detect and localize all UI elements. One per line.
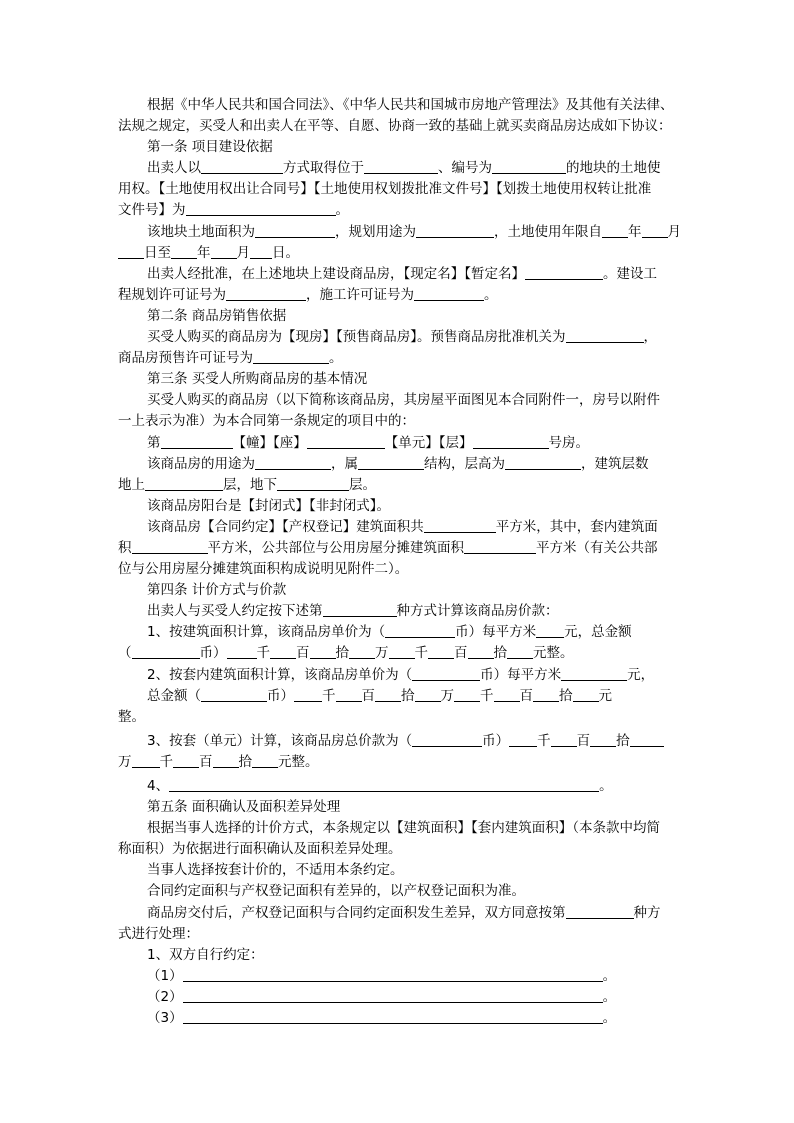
blank-field[interactable]: [161, 434, 233, 449]
blank-field[interactable]: [349, 644, 375, 659]
blank-field[interactable]: [294, 687, 322, 702]
text: 第四条 计价方式与价款: [147, 582, 287, 599]
article-5-item-3: [118, 1008, 690, 1029]
article-1-line-2: [118, 179, 690, 200]
blank-field[interactable]: [602, 223, 628, 238]
article-4-option-3: [118, 731, 690, 752]
blank-field[interactable]: [169, 777, 599, 792]
article-4-option-2: [118, 665, 690, 686]
blank-field[interactable]: [201, 687, 267, 702]
blank-field[interactable]: [132, 753, 160, 768]
text: 【单元】【层】: [384, 434, 473, 451]
text: 拾: [401, 687, 415, 704]
blank-field[interactable]: [201, 159, 283, 174]
intro-line-1: [118, 95, 690, 116]
text: （2）: [147, 988, 183, 1005]
text: 平方米，其中，套内建筑面: [495, 518, 658, 535]
blank-field[interactable]: [226, 286, 306, 301]
article-3-line-9: [118, 559, 690, 580]
blank-field[interactable]: [186, 201, 336, 216]
text: 百: [199, 753, 213, 770]
article-5-line-1: [118, 818, 690, 839]
article-2-line-1: [118, 327, 690, 348]
text: 平方米（有关公共部: [536, 539, 658, 556]
article-3-line-4: [118, 454, 690, 475]
text: 币）每平方米: [455, 624, 537, 641]
article-4-option-2-amount: [118, 686, 690, 707]
text: ，土地使用年限自: [494, 223, 602, 240]
text: 拾: [559, 687, 573, 704]
blank-field[interactable]: [630, 732, 664, 747]
blank-field[interactable]: [494, 687, 520, 702]
blank-field[interactable]: [642, 223, 668, 238]
text: （3）: [147, 1010, 183, 1027]
blank-field[interactable]: [415, 687, 441, 702]
text: 商品房交付后，产权登记面积与合同约定面积发生差异，双方同意按第: [147, 904, 566, 921]
text: 。: [285, 244, 299, 261]
blank-field[interactable]: [323, 602, 397, 617]
article-4-option-2-end: [118, 707, 690, 728]
text: 。建设工: [603, 265, 657, 282]
text: 日至: [144, 244, 171, 261]
text: 式进行处理：: [118, 925, 199, 942]
text: 该商品房【合同约定】【产权登记】建筑面积共: [147, 518, 424, 535]
text: 当事人选择按套计价的，不适用本条约定。: [147, 862, 404, 879]
article-1-line-4: [118, 222, 690, 243]
text: 千: [159, 753, 173, 770]
article-4-title: [118, 580, 690, 601]
text: 总金额（: [147, 687, 201, 704]
text: 拾: [335, 645, 349, 662]
blank-field[interactable]: [270, 644, 296, 659]
blank-field[interactable]: [118, 244, 144, 259]
text: 出卖人经批准，在上述地块上建设商品房，【现定名】【暂定名】: [147, 265, 525, 282]
text: 万: [440, 687, 454, 704]
text: 拾: [616, 732, 630, 749]
text: 拾: [238, 753, 252, 770]
text: 该地块土地面积为: [147, 223, 255, 240]
text: 的地块的土地使: [566, 160, 661, 177]
article-1-line-6: [118, 264, 690, 285]
article-5-line-4: [118, 881, 690, 902]
blank-field[interactable]: [536, 623, 564, 638]
article-3-line-1: [118, 390, 690, 411]
text: 用权。【土地使用权出让合同号】【土地使用权划拨批准文件号】【划拨土地使用权转让批准: [118, 181, 652, 198]
blank-field[interactable]: [255, 223, 335, 238]
article-5-title: [118, 797, 690, 818]
text: 万: [375, 645, 389, 662]
article-4-option-3-amount: [118, 752, 690, 773]
article-5-line-2: [118, 839, 690, 860]
blank-field[interactable]: [252, 753, 278, 768]
text: 千: [537, 732, 551, 749]
text: 百: [361, 687, 375, 704]
blank-field[interactable]: [428, 644, 454, 659]
text: 币）: [199, 645, 227, 662]
article-3-title: [118, 369, 690, 390]
text: 积: [118, 539, 132, 556]
blank-field[interactable]: [551, 732, 577, 747]
text: 月: [236, 244, 250, 261]
text: 第三条 买受人所购商品房的基本情况: [147, 371, 368, 388]
text: ，施工许可证号为: [306, 286, 414, 303]
text: 币）每平方米: [480, 666, 562, 683]
blank-field[interactable]: [464, 539, 536, 554]
blank-field[interactable]: [375, 687, 401, 702]
blank-field[interactable]: [416, 223, 494, 238]
article-5-line-5: [118, 903, 690, 924]
article-1-line-7: [118, 285, 690, 306]
text: 年: [197, 244, 211, 261]
text: 种方式计算该商品房价款：: [396, 603, 559, 620]
text: 【幢】【座】: [232, 434, 307, 451]
text: 、编号为: [438, 160, 492, 177]
text: 该商品房阳台是【封闭式】【非封闭式】。: [147, 497, 390, 514]
blank-field[interactable]: [525, 265, 603, 280]
text: 百: [519, 687, 533, 704]
text: 。: [329, 350, 343, 367]
text: 千: [256, 645, 270, 662]
blank-field[interactable]: [468, 644, 494, 659]
text: 4、: [147, 778, 170, 794]
text: 地上: [118, 476, 145, 493]
text: 商品房预售许可证号为: [118, 350, 253, 367]
article-1-line-1: [118, 158, 690, 179]
contract-page: [118, 95, 690, 1029]
blank-field[interactable]: [414, 286, 484, 301]
blank-field[interactable]: [277, 476, 349, 491]
blank-field[interactable]: [132, 644, 200, 659]
blank-field[interactable]: [250, 244, 272, 259]
text: 2、按套内建筑面积计算，该商品房单价为（: [147, 666, 413, 683]
blank-field[interactable]: [566, 328, 644, 343]
article-5-line-6: [118, 924, 690, 945]
text: 年: [628, 223, 642, 240]
text: 平方米，公共部位与公用房屋分摊建筑面积: [207, 539, 464, 556]
blank-field[interactable]: [227, 644, 257, 659]
text: 日: [272, 244, 286, 261]
text: ，: [643, 329, 657, 346]
text: 买受人购买的商品房（以下简称该商品房，其房屋平面图见本合同附件一，房号以附件: [147, 392, 660, 409]
text: 第一条 项目建设依据: [147, 139, 273, 156]
blank-field[interactable]: [145, 476, 223, 491]
blank-field[interactable]: [507, 644, 533, 659]
text: 月: [667, 223, 681, 240]
text: ，规划用途为: [335, 223, 416, 240]
blank-field[interactable]: [590, 732, 616, 747]
blank-field[interactable]: [253, 349, 329, 364]
text: 千: [322, 687, 336, 704]
blank-field[interactable]: [171, 244, 197, 259]
text: 文件号】为: [118, 202, 186, 219]
article-2-line-2: [118, 348, 690, 369]
article-3-line-6: [118, 496, 690, 517]
text: ，属: [331, 455, 358, 472]
blank-field[interactable]: [385, 623, 455, 638]
text: 层，地下: [223, 476, 277, 493]
article-5-line-3: [118, 860, 690, 881]
text: ，建筑层数: [581, 455, 649, 472]
text: 百: [296, 645, 310, 662]
blank-field[interactable]: [183, 988, 603, 1003]
text: 该商品房的用途为: [147, 455, 255, 472]
blank-field[interactable]: [412, 666, 480, 681]
article-5-item-1: [118, 966, 690, 987]
text: 方式取得位于: [283, 160, 364, 177]
text: 3、按套（单元）计算，该商品房总价款为（: [147, 732, 413, 749]
article-5-item-2: [118, 987, 690, 1008]
text: 号房。: [548, 434, 589, 451]
blank-field[interactable]: [566, 904, 634, 919]
article-3-line-5: [118, 475, 690, 496]
article-1-line-3: [118, 200, 690, 221]
text: 1、双方自行约定：: [147, 946, 264, 963]
text: 元整。: [533, 645, 574, 662]
text: 整。: [118, 708, 145, 725]
text: 。: [602, 967, 617, 984]
text: 万: [118, 753, 132, 770]
text: 根据当事人选择的计价方式，本条规定以【建筑面积】【套内建筑面积】（本条款中均简: [147, 820, 660, 837]
blank-field[interactable]: [573, 687, 599, 702]
article-1-line-5: [118, 243, 690, 264]
blank-field[interactable]: [183, 1009, 603, 1024]
text: 出卖人以: [147, 160, 201, 177]
article-2-title: [118, 306, 690, 327]
blank-field[interactable]: [255, 455, 331, 470]
text: 根据《中华人民共和国合同法》、《中华人民共和国城市房地产管理法》及其他有关法律、: [147, 97, 674, 113]
text: 拾: [493, 645, 507, 662]
text: 。: [335, 202, 349, 219]
blank-field[interactable]: [454, 687, 480, 702]
text: 。: [599, 778, 613, 794]
blank-field[interactable]: [336, 687, 362, 702]
text: 称面积）为依据进行面积确认及面积差异处理。: [118, 841, 402, 858]
text: （1）: [147, 967, 183, 984]
text: 结构，层高为: [424, 455, 505, 472]
text: 第五条 面积确认及面积差异处理: [147, 799, 341, 816]
text: 币）: [267, 687, 294, 704]
article-5-line-7: [118, 945, 690, 966]
blank-field[interactable]: [505, 455, 581, 470]
article-3-line-7: [118, 517, 690, 538]
text: 法规之规定，买受人和出卖人在平等、自愿、协商一致的基础上就买卖商品房达成如下协议：: [118, 118, 672, 135]
article-3-line-8: [118, 538, 690, 559]
blank-field[interactable]: [533, 687, 559, 702]
text: 一上表示为准）为本合同第一条规定的项目中的：: [118, 413, 415, 430]
blank-field[interactable]: [509, 732, 537, 747]
article-4-option-4: [118, 776, 690, 797]
blank-field[interactable]: [213, 753, 239, 768]
text: 元，: [627, 666, 655, 683]
intro-line-2: [118, 116, 690, 137]
blank-field[interactable]: [473, 434, 549, 449]
text: 。: [484, 286, 498, 303]
blank-field[interactable]: [173, 753, 199, 768]
blank-field[interactable]: [307, 434, 385, 449]
text: 元: [598, 687, 612, 704]
text: 百: [454, 645, 468, 662]
blank-field[interactable]: [183, 967, 603, 982]
article-4-option-1: [118, 622, 690, 643]
blank-field[interactable]: [424, 518, 496, 533]
blank-field[interactable]: [358, 455, 424, 470]
blank-field[interactable]: [132, 539, 208, 554]
text: 千: [480, 687, 494, 704]
text: 第二条 商品房销售依据: [147, 307, 287, 324]
blank-field[interactable]: [389, 644, 415, 659]
text: 层。: [349, 476, 376, 493]
text: 元，总金额: [564, 624, 632, 641]
blank-field[interactable]: [364, 159, 438, 174]
text: 元整。: [278, 753, 319, 770]
article-1-title: [118, 137, 690, 158]
text: 合同约定面积与产权登记面积有差异的，以产权登记面积为准。: [147, 883, 525, 900]
text: 第: [147, 434, 161, 451]
article-3-line-3: [118, 433, 690, 454]
blank-field[interactable]: [310, 644, 336, 659]
text: （: [118, 645, 132, 662]
article-4-option-1-amount: [118, 643, 690, 664]
article-3-line-2: [118, 411, 690, 432]
text: 种方: [633, 904, 661, 921]
text: 币）: [482, 732, 510, 749]
text: 出卖人与买受人约定按下述第: [147, 603, 323, 620]
text: 。: [602, 988, 617, 1005]
blank-field[interactable]: [412, 732, 482, 747]
text: 1、按建筑面积计算，该商品房单价为（: [147, 624, 386, 641]
text: 百: [576, 732, 591, 749]
text: 位与公用房屋分摊建筑面积构成说明见附件二）。: [118, 561, 409, 578]
article-4-line-1: [118, 601, 690, 622]
text: 程规划许可证号为: [118, 286, 226, 303]
text: 。: [602, 1010, 617, 1027]
text: 买受人购买的商品房为【现房】【预售商品房】。预售商品房批准机关为: [147, 329, 566, 346]
blank-field[interactable]: [211, 244, 237, 259]
blank-field[interactable]: [561, 666, 627, 681]
blank-field[interactable]: [492, 159, 566, 174]
text: 千: [414, 645, 428, 662]
